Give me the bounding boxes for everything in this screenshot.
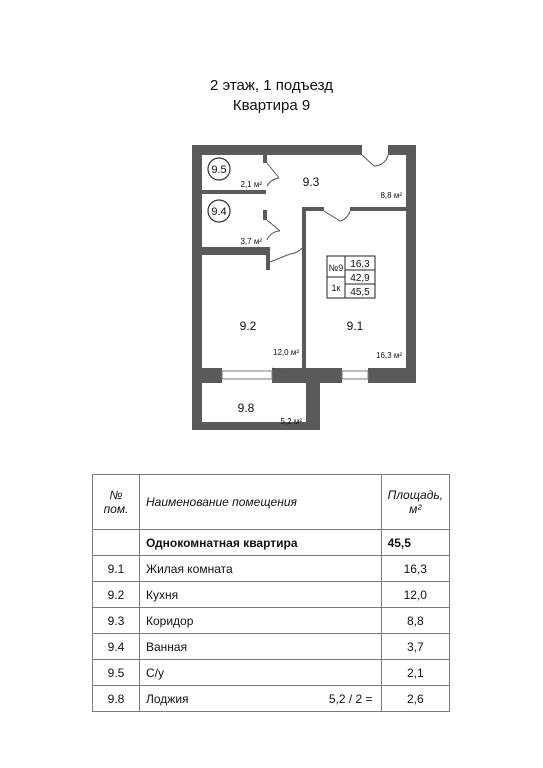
apartment-title: Квартира 9 <box>232 97 311 114</box>
summary-usable-area: 42,9 <box>350 273 370 284</box>
room-9-3-label: 9.3 <box>302 175 320 189</box>
room-area: 2,1 <box>381 660 449 686</box>
summary-total-area: 45,5 <box>350 287 370 298</box>
table-row <box>93 608 450 634</box>
room-area-calc: 5,2 / 2 = <box>328 691 373 706</box>
table-row <box>93 582 450 608</box>
room-9-1-label: 9.1 <box>346 319 364 333</box>
table-row <box>93 556 450 582</box>
room-9-2-area: 12,0 м² <box>273 348 299 357</box>
room-9-5-area: 2,1 м² <box>240 180 262 189</box>
room-9-1-area: 16,3 м² <box>376 351 402 360</box>
room-9-5-label: 9.5 <box>211 164 227 176</box>
room-number: 9.5 <box>93 660 140 686</box>
rooms-table <box>92 474 450 712</box>
room-name: Ванная <box>140 634 382 660</box>
room-number: 9.1 <box>93 556 140 582</box>
floor-entrance-title: 2 этаж, 1 подъезд <box>209 77 333 94</box>
apartment-summary-box <box>327 256 375 298</box>
header-area: Площадь, м² <box>381 475 449 530</box>
summary-rooms-count: 1к <box>331 283 341 293</box>
table-header-row <box>93 475 450 530</box>
room-name: Лоджия 5,2 / 2 = <box>140 686 382 712</box>
summary-living-area: 16,3 <box>350 259 370 270</box>
room-name: Кухня <box>140 582 382 608</box>
header-num: № пом. <box>93 475 140 530</box>
room-9-4-label: 9.4 <box>211 206 227 218</box>
summary-row <box>93 530 450 556</box>
room-9-4-area: 3,7 м² <box>240 237 262 246</box>
room-area: 3,7 <box>381 634 449 660</box>
summary-area: 45,5 <box>381 530 449 556</box>
table-row <box>93 634 450 660</box>
summary-apt-number: №9 <box>328 263 344 273</box>
room-number: 9.2 <box>93 582 140 608</box>
room-number: 9.3 <box>93 608 140 634</box>
room-area: 12,0 <box>381 582 449 608</box>
room-9-2-label: 9.2 <box>239 319 257 333</box>
room-name: Коридор <box>140 608 382 634</box>
room-number: 9.8 <box>93 686 140 712</box>
room-area: 8,8 <box>381 608 449 634</box>
summary-name: Однокомнатная квартира <box>140 530 382 556</box>
room-9-8-label: 9.8 <box>237 401 255 415</box>
header-name: Наименование помещения <box>140 475 382 530</box>
room-area: 2,6 <box>381 686 449 712</box>
room-9-8-area: 5,2 м² <box>280 417 302 426</box>
room-number: 9.4 <box>93 634 140 660</box>
room-name: Жилая комната <box>140 556 382 582</box>
table-row <box>93 660 450 686</box>
room-9-3-area: 8,8 м² <box>380 191 402 200</box>
room-area: 16,3 <box>381 556 449 582</box>
room-name: С/у <box>140 660 382 686</box>
table-row <box>93 686 450 712</box>
